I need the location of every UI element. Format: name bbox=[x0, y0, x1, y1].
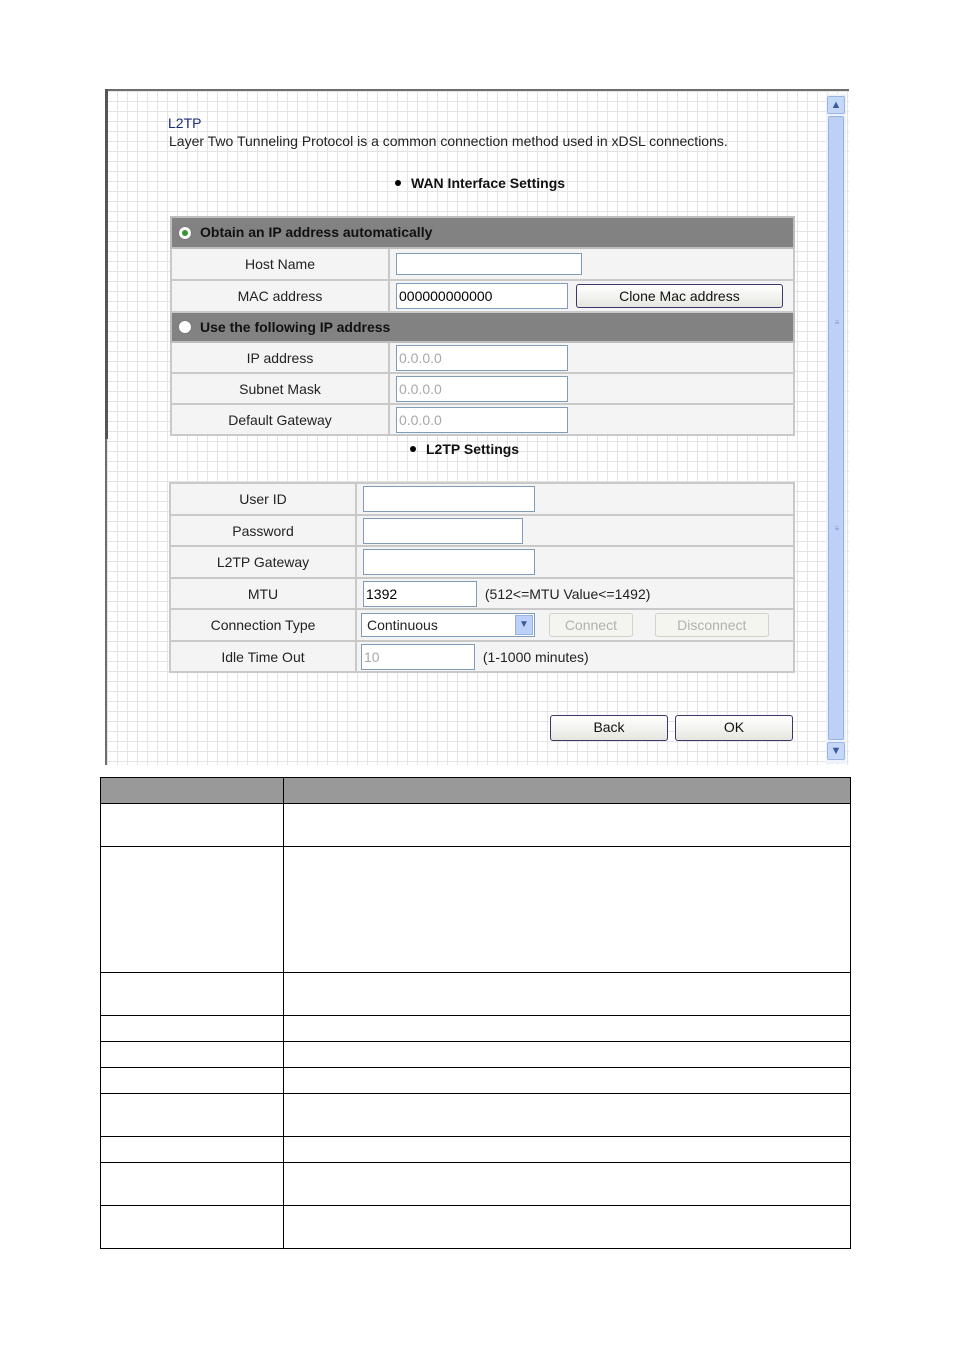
wan-settings-table bbox=[170, 216, 795, 436]
user-id-label: User ID bbox=[170, 483, 356, 515]
table-header-cell bbox=[284, 778, 851, 804]
table-row bbox=[101, 1163, 851, 1206]
idle-label: Idle Time Out bbox=[170, 641, 356, 672]
bullet-icon bbox=[410, 446, 416, 452]
vertical-scrollbar[interactable] bbox=[826, 94, 846, 764]
host-name-row bbox=[171, 248, 794, 280]
table-row bbox=[101, 1042, 851, 1068]
gateway-input[interactable]: 0.0.0.0 bbox=[396, 407, 568, 433]
bullet-icon bbox=[395, 180, 401, 186]
connection-type-select[interactable] bbox=[361, 613, 535, 637]
gateway-label: Default Gateway bbox=[171, 404, 389, 435]
host-name-input[interactable] bbox=[396, 253, 582, 275]
table-header-cell bbox=[101, 778, 284, 804]
static-ip-row bbox=[171, 312, 794, 342]
l2tp-gateway-input[interactable] bbox=[363, 549, 535, 575]
grip-icon: ≡ bbox=[834, 318, 840, 327]
static-ip-radio[interactable] bbox=[178, 320, 192, 334]
l2tp-section-title: L2TP Settings bbox=[426, 441, 520, 457]
wan-section-title: WAN Interface Settings bbox=[411, 175, 566, 191]
ip-input[interactable]: 0.0.0.0 bbox=[396, 345, 568, 371]
table-row bbox=[101, 1068, 851, 1094]
mtu-label: MTU bbox=[170, 578, 356, 609]
subnet-label: Subnet Mask bbox=[171, 373, 389, 404]
table-row bbox=[101, 1206, 851, 1249]
subnet-input[interactable]: 0.0.0.0 bbox=[396, 376, 568, 402]
mac-input[interactable]: 000000000000 bbox=[396, 283, 568, 309]
scroll-thumb[interactable] bbox=[828, 116, 844, 740]
ok-button[interactable]: OK bbox=[675, 715, 793, 741]
mtu-input[interactable]: 1392 bbox=[363, 581, 477, 607]
connection-type-row bbox=[170, 609, 794, 641]
l2tp-gateway-label: L2TP Gateway bbox=[170, 546, 356, 578]
static-ip-label: Use the following IP address bbox=[200, 318, 391, 335]
connect-button[interactable]: Connect bbox=[549, 613, 633, 637]
table-row bbox=[101, 847, 851, 973]
connection-type-label: Connection Type bbox=[170, 609, 356, 641]
password-input[interactable] bbox=[363, 518, 523, 544]
table-header-row bbox=[101, 778, 851, 804]
scroll-down-button[interactable] bbox=[827, 742, 845, 760]
chevron-down-icon: ▼ bbox=[830, 745, 842, 757]
page-title: L2TP bbox=[168, 115, 202, 131]
description-table bbox=[100, 777, 851, 1249]
mtu-hint: (512<=MTU Value<=1492) bbox=[484, 585, 651, 602]
chevron-up-icon: ▲ bbox=[830, 99, 842, 111]
l2tp-settings-table bbox=[169, 482, 795, 673]
chevron-down-icon: ▼ bbox=[515, 615, 533, 635]
password-label: Password bbox=[170, 515, 356, 546]
table-row bbox=[101, 1094, 851, 1137]
table-row bbox=[101, 973, 851, 1016]
password-row bbox=[170, 515, 794, 546]
l2tp-gateway-row bbox=[170, 546, 794, 578]
clone-mac-button[interactable]: Clone Mac address bbox=[576, 284, 783, 308]
table-row bbox=[101, 1016, 851, 1042]
ip-row bbox=[171, 342, 794, 373]
gateway-row bbox=[171, 404, 794, 435]
wan-section-heading bbox=[395, 175, 565, 191]
mac-row bbox=[171, 280, 794, 312]
table-row bbox=[101, 804, 851, 847]
page-description: Layer Two Tunneling Protocol is a common connection method used in xDSL connections. bbox=[169, 133, 728, 149]
idle-row bbox=[170, 641, 794, 672]
idle-hint: (1-1000 minutes) bbox=[482, 648, 589, 665]
connection-type-value: Continuous bbox=[367, 617, 438, 633]
host-name-label: Host Name bbox=[171, 248, 389, 280]
idle-input[interactable]: 10 bbox=[361, 644, 475, 670]
disconnect-button[interactable]: Disconnect bbox=[655, 613, 769, 637]
subnet-row bbox=[171, 373, 794, 404]
auto-ip-row bbox=[171, 217, 794, 248]
auto-ip-radio[interactable] bbox=[178, 226, 192, 240]
user-id-row bbox=[170, 483, 794, 515]
scroll-up-button[interactable] bbox=[827, 96, 845, 114]
l2tp-section-heading bbox=[410, 441, 519, 457]
panel-left-border bbox=[105, 89, 108, 439]
mtu-row bbox=[170, 578, 794, 609]
table-row bbox=[101, 1137, 851, 1163]
back-button[interactable]: Back bbox=[550, 715, 668, 741]
auto-ip-label: Obtain an IP address automatically bbox=[200, 224, 433, 241]
user-id-input[interactable] bbox=[363, 486, 535, 512]
mac-label: MAC address bbox=[171, 280, 389, 312]
grip-icon: ≡ bbox=[834, 524, 840, 533]
ip-label: IP address bbox=[171, 342, 389, 373]
